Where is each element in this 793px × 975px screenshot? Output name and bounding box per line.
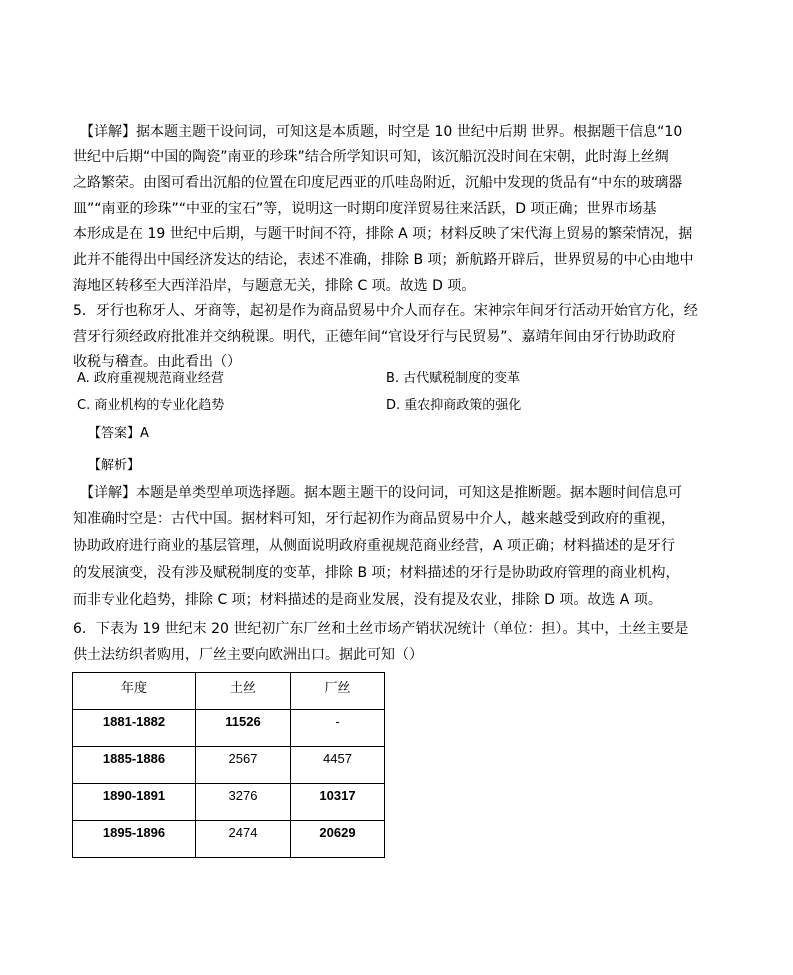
silk-market-table	[72, 672, 385, 858]
cell-factory-silk: 20629	[291, 821, 385, 858]
q4-analysis-line: 海地区转移至大西洋沿岸，与题意无关，排除 C 项。故选 D 项。	[73, 278, 476, 294]
table-row	[73, 747, 385, 784]
q4-analysis-line: 之路繁荣。由图可看出沉船的位置在印度尼西亚的爪哇岛附近，沉船中发现的货品有“中东的玻璃器	[73, 175, 683, 191]
cell-year: 1881-1882	[73, 710, 196, 747]
cell-year: 1885-1886	[73, 747, 196, 784]
q5-analysis-line: 的发展演变，没有涉及赋税制度的变革，排除 B 项；材料描述的牙行是协助政府管理的商业机构，	[73, 565, 680, 581]
q4-analysis-line: 【详解】据本题主题干设问词，可知这是本质题，时空是 10 世纪中后期 世界。根据题干信息“10	[80, 124, 683, 140]
q5-answer: 【答案】A	[88, 426, 149, 441]
q4-analysis-line: 本形成是在 19 世纪中后期，与题干时间不符，排除 A 项；材料反映了宋代海上贸易的繁荣情况，据	[73, 226, 693, 242]
table-header-row	[73, 673, 385, 710]
q5-stem-line: 5．牙行也称牙人、牙商等，起初是作为商品贸易中介人而存在。宋神宗年间牙行活动开始官方化，经	[73, 303, 698, 319]
cell-native-silk: 3276	[196, 784, 291, 821]
header-year: 年度	[73, 673, 196, 710]
cell-native-silk: 11526	[196, 710, 291, 747]
table-row	[73, 821, 385, 858]
q5-analysis-label: 【解析】	[88, 458, 141, 473]
q6-stem-line: 6．下表为 19 世纪末 20 世纪初广东厂丝和土丝市场产销状况统计（单位：担）。其中，土丝主要是	[73, 621, 689, 637]
q5-option-c: C. 商业机构的专业化趋势	[77, 398, 225, 413]
cell-year: 1895-1896	[73, 821, 196, 858]
cell-native-silk: 2567	[196, 747, 291, 784]
cell-factory-silk: -	[291, 710, 385, 747]
q5-stem-line: 营牙行须经政府批准并交纳税课。明代，正德年间“官设牙行与民贸易”、嘉靖年间由牙行协助政府	[73, 329, 676, 345]
q5-analysis-line: 【详解】本题是单类型单项选择题。据本题主题干的设问词，可知这是推断题。据本题时间信息可	[80, 485, 682, 501]
q5-analysis-line: 协助政府进行商业的基层管理，从侧面说明政府重视规范商业经营，A 项正确；材料描述的是牙行	[73, 538, 676, 554]
q4-analysis-line: 皿”“南亚的珍珠”“中亚的宝石”等，说明这一时期印度洋贸易往来活跃，D 项正确；世界市场基	[73, 201, 657, 217]
cell-factory-silk: 10317	[291, 784, 385, 821]
q5-analysis-line: 而非专业化趋势，排除 C 项；材料描述的是商业发展，没有提及农业，排除 D 项。故选 A 项。	[73, 592, 662, 608]
q5-stem-line: 收税与稽查。由此看出（）	[73, 354, 241, 370]
table-row	[73, 784, 385, 821]
header-native-silk: 土丝	[196, 673, 291, 710]
cell-native-silk: 2474	[196, 821, 291, 858]
cell-year: 1890-1891	[73, 784, 196, 821]
cell-factory-silk: 4457	[291, 747, 385, 784]
table-row	[73, 710, 385, 747]
q5-option-a: A. 政府重视规范商业经营	[77, 371, 224, 386]
q5-option-b: B. 古代赋税制度的变革	[386, 371, 521, 386]
q5-analysis-line: 知准确时空是：古代中国。据材料可知，牙行起初作为商品贸易中介人，越来越受到政府的重视，	[73, 511, 675, 527]
q6-stem-line: 供土法纺织者购用，厂丝主要向欧洲出口。据此可知（）	[73, 647, 423, 663]
q4-analysis-line: 世纪中后期“中国的陶瓷”南亚的珍珠”结合所学知识可知，该沉船沉没时间在宋朝，此时海上丝绸	[73, 149, 669, 165]
q5-option-d: D. 重农抑商政策的强化	[386, 398, 522, 413]
header-factory-silk: 厂丝	[291, 673, 385, 710]
q4-analysis-line: 此并不能得出中国经济发达的结论，表述不准确，排除 B 项；新航路开辟后，世界贸易的中心由地中	[73, 252, 694, 268]
